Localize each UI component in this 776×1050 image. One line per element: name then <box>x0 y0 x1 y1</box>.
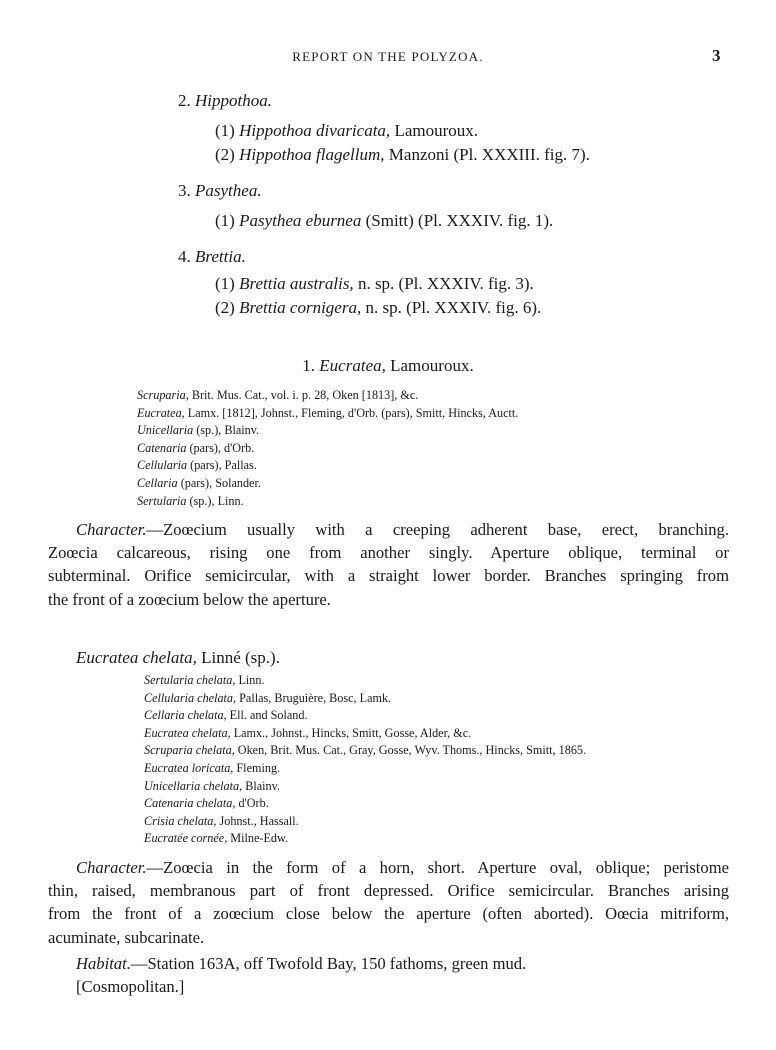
synonym-line: Catenaria (pars), d'Orb. <box>137 440 255 455</box>
genus-number: 2. <box>178 91 191 110</box>
synonym-line: Scruparia, Brit. Mus. Cat., vol. i. p. 28, Oken [1813], &c. <box>137 388 419 402</box>
genus-synonymy <box>137 387 518 510</box>
synonym-line: Cellularia (pars), Pallas. <box>137 458 257 473</box>
page-number: 3 <box>712 46 721 65</box>
synonym-line: Crisia chelata, Johnst., Hassall. <box>144 813 299 828</box>
synonym-line: Eucratea, Lamx. [1812], Johnst., Fleming, d'Orb. (pars), Smitt, Hincks, Auctt. <box>137 405 519 420</box>
species-item: (2) Brettia cornigera, n. sp. (Pl. XXXIV. fig. 6). <box>215 298 542 317</box>
genus-name: Pasythea. <box>195 181 262 200</box>
genus-name: Hippothoa. <box>195 91 272 110</box>
genus-heading-hippothoa <box>178 90 272 112</box>
species-heading: Eucratea chelata, Linné (sp.). <box>76 648 280 667</box>
synonym-line: Eucratée cornée, Milne-Edw. <box>144 831 289 846</box>
genus-character-paragraph: Character.—Zoœcium usually with a creeping adherent base, erect, branching. Zoœcia calcareous, rising one from another singly. Aperture oblique, terminal or subterminal. Orifice semicircular, with a straight lower border. Branches springing from the front of a zoœcium below the aperture. <box>48 520 729 609</box>
section-heading: 1. Eucratea, Lamouroux. <box>302 356 474 375</box>
synonym-line: Cellaria chelata, Ell. and Soland. <box>144 708 308 723</box>
synonym-line: Cellaria (pars), Solander. <box>137 475 261 490</box>
species-item: (1) Brettia australis, n. sp. (Pl. XXXIV. fig. 3). <box>215 274 534 293</box>
habitat-line: Habitat.—Station 163A, off Twofold Bay, 150 fathoms, green mud. <box>76 954 527 973</box>
habitat-label: Habitat. <box>76 954 131 973</box>
genus-name: Brettia. <box>195 247 246 266</box>
genus-heading-pasythea <box>178 180 262 202</box>
species-synonymy <box>144 672 586 848</box>
synonym-line: Cellularia chelata, Pallas, Bruguière, Bosc, Lamk. <box>144 690 392 705</box>
synonym-line: Catenaria chelata, d'Orb. <box>144 796 269 811</box>
species-item: (1) Hippothoa divaricata, Lamouroux. <box>215 121 479 140</box>
genus-heading-brettia <box>178 246 246 268</box>
synonym-line: Eucratea chelata, Lamx., Johnst., Hincks, Smitt, Gosse, Alder, &c. <box>144 725 472 740</box>
distribution-note: [Cosmopolitan.] <box>76 977 185 996</box>
genus-number: 4. <box>178 247 191 266</box>
running-head: REPORT ON THE POLYZOA. <box>292 49 484 64</box>
synonym-line: Eucratea loricata, Fleming. <box>144 760 281 775</box>
synonym-line: Sertularia chelata, Linn. <box>144 673 265 687</box>
synonym-line: Unicellaria chelata, Blainv. <box>144 778 280 793</box>
genus-number: 3. <box>178 181 191 200</box>
species-character-paragraph: Character.—Zoœcia in the form of a horn, short. Aperture oval, oblique; peristome thin, raised, membranous part of front depressed. Orifice semicircular. Branches arising from the front of a zoœcium close below the aperture (often aborted). Oœcia mitriform, acuminate, subcarinate. <box>48 858 729 947</box>
synonym-line: Sertularia (sp.), Linn. <box>137 493 244 508</box>
synonym-line: Scruparia chelata, Oken, Brit. Mus. Cat., Gray, Gosse, Wyv. Thoms., Hincks, Smitt, 1865. <box>144 743 587 758</box>
character-label: Character. <box>76 520 147 539</box>
character-label: Character. <box>76 858 147 877</box>
species-item: (1) Pasythea eburnea (Smitt) (Pl. XXXIV. fig. 1). <box>215 211 554 230</box>
species-item: (2) Hippothoa flagellum, Manzoni (Pl. XXXIII. fig. 7). <box>215 145 590 164</box>
synonym-line: Unicellaria (sp.), Blainv. <box>137 423 260 438</box>
